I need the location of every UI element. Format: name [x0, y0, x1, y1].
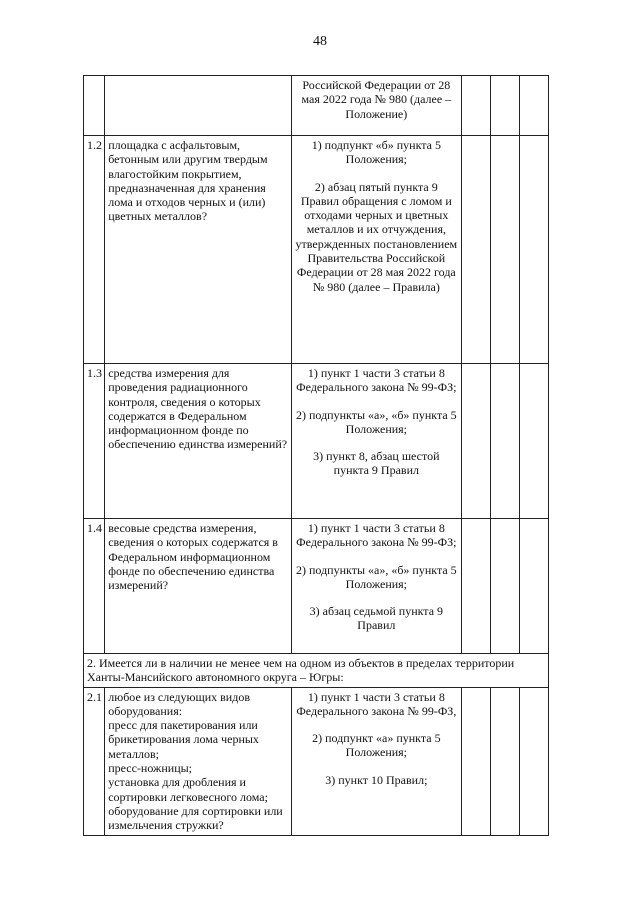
question-cell: весовые средства измерения, сведения о которых содержатся в Федеральном информационном фонде по обеспечению единства измерений?	[105, 519, 292, 654]
answer-no-cell	[490, 76, 519, 136]
answer-na-cell	[519, 76, 548, 136]
question-line: любое из следующих видов оборудования:	[108, 689, 251, 718]
table-row-1-3	[84, 364, 549, 519]
answer-no-cell	[490, 687, 519, 835]
row-number-cell: 1.2	[84, 136, 105, 364]
question-line: пресс-ножницы;	[108, 761, 193, 776]
law-reference: 2) подпункты «а», «б» пункта 5 Положения;	[296, 407, 457, 436]
answer-yes-cell	[461, 136, 490, 364]
table-row-1-2	[84, 136, 549, 364]
law-reference: 3) пункт 10 Правил;	[325, 772, 428, 787]
answer-yes-cell	[461, 519, 490, 654]
answer-no-cell	[490, 136, 519, 364]
law-reference: 2) подпункт «а» пункта 5 Положения;	[312, 731, 441, 760]
row-number-cell: 1.4	[84, 519, 105, 654]
answer-no-cell	[490, 519, 519, 654]
law-reference-cell	[291, 364, 461, 519]
answer-na-cell	[519, 687, 548, 835]
law-reference: 3) пункт 8, абзац шестой пункта 9 Правил	[313, 449, 440, 478]
row-number-cell: 1.3	[84, 364, 105, 519]
law-reference-cell	[291, 76, 461, 136]
question-line: установка для дробления и сортировки легковесного лома;	[108, 775, 268, 804]
law-reference-cell	[291, 519, 461, 654]
question-cell: площадка с асфальтовым, бетонным или другим твердым влагостойким покрытием, предназначенная для хранения лома и отходов черных и (или) цветных металлов?	[105, 136, 292, 364]
question-cell: средства измерения для проведения радиационного контроля, сведения о которых содержатся в Федеральном информационном фонде по обеспечению единства измерений?	[105, 364, 292, 519]
law-reference: Российской Федерации от 28 мая 2022 года № 980 (далее – Положение)	[301, 78, 452, 121]
requirements-table	[83, 75, 549, 836]
law-reference: 3) абзац седьмой пункта 9 Правил	[309, 604, 444, 633]
answer-yes-cell	[461, 364, 490, 519]
question-line: оборудование для сортировки или измельчения стружки?	[108, 803, 283, 833]
page-number: 48	[313, 34, 327, 49]
law-reference: 1) пункт 1 части 3 статьи 8 Федерального закона № 99-ФЗ;	[296, 521, 457, 550]
law-reference: 2) абзац пятый пункта 9 Правил обращения с ломом и отходами черных и цветных металлов и их отчуждения, утвержденных постановлением Правительства Российской Федерации от 28 мая 2022 года № 980 (далее – Правила)	[295, 179, 458, 294]
question-cell	[105, 76, 292, 136]
law-reference-cell	[291, 687, 461, 835]
section-header-row	[84, 654, 549, 688]
question-cell	[105, 687, 292, 835]
row-number-cell: 2.1	[84, 687, 105, 835]
table-row-continuation	[84, 76, 549, 136]
section-2-header: 2. Имеется ли в наличии не менее чем на одном из объектов в пределах территории Ханты-Мансийского автономного округа – Югры:	[84, 654, 549, 688]
answer-na-cell	[519, 519, 548, 654]
answer-yes-cell	[461, 687, 490, 835]
answer-na-cell	[519, 364, 548, 519]
law-reference: 1) пункт 1 части 3 статьи 8 Федерального закона № 99-ФЗ,	[296, 689, 457, 718]
law-reference: 1) пункт 1 части 3 статьи 8 Федерального закона № 99-ФЗ;	[296, 366, 457, 395]
question-line: пресс для пакетирования или брикетирования лома черных металлов;	[108, 718, 259, 761]
row-number-cell	[84, 76, 105, 136]
law-reference-cell	[291, 136, 461, 364]
law-reference: 1) подпункт «б» пункта 5 Положения;	[311, 138, 441, 167]
law-reference: 2) подпункты «а», «б» пункта 5 Положения;	[296, 562, 457, 591]
answer-no-cell	[490, 364, 519, 519]
table-row-2-1	[84, 687, 549, 835]
answer-yes-cell	[461, 76, 490, 136]
table-row-1-4	[84, 519, 549, 654]
answer-na-cell	[519, 136, 548, 364]
